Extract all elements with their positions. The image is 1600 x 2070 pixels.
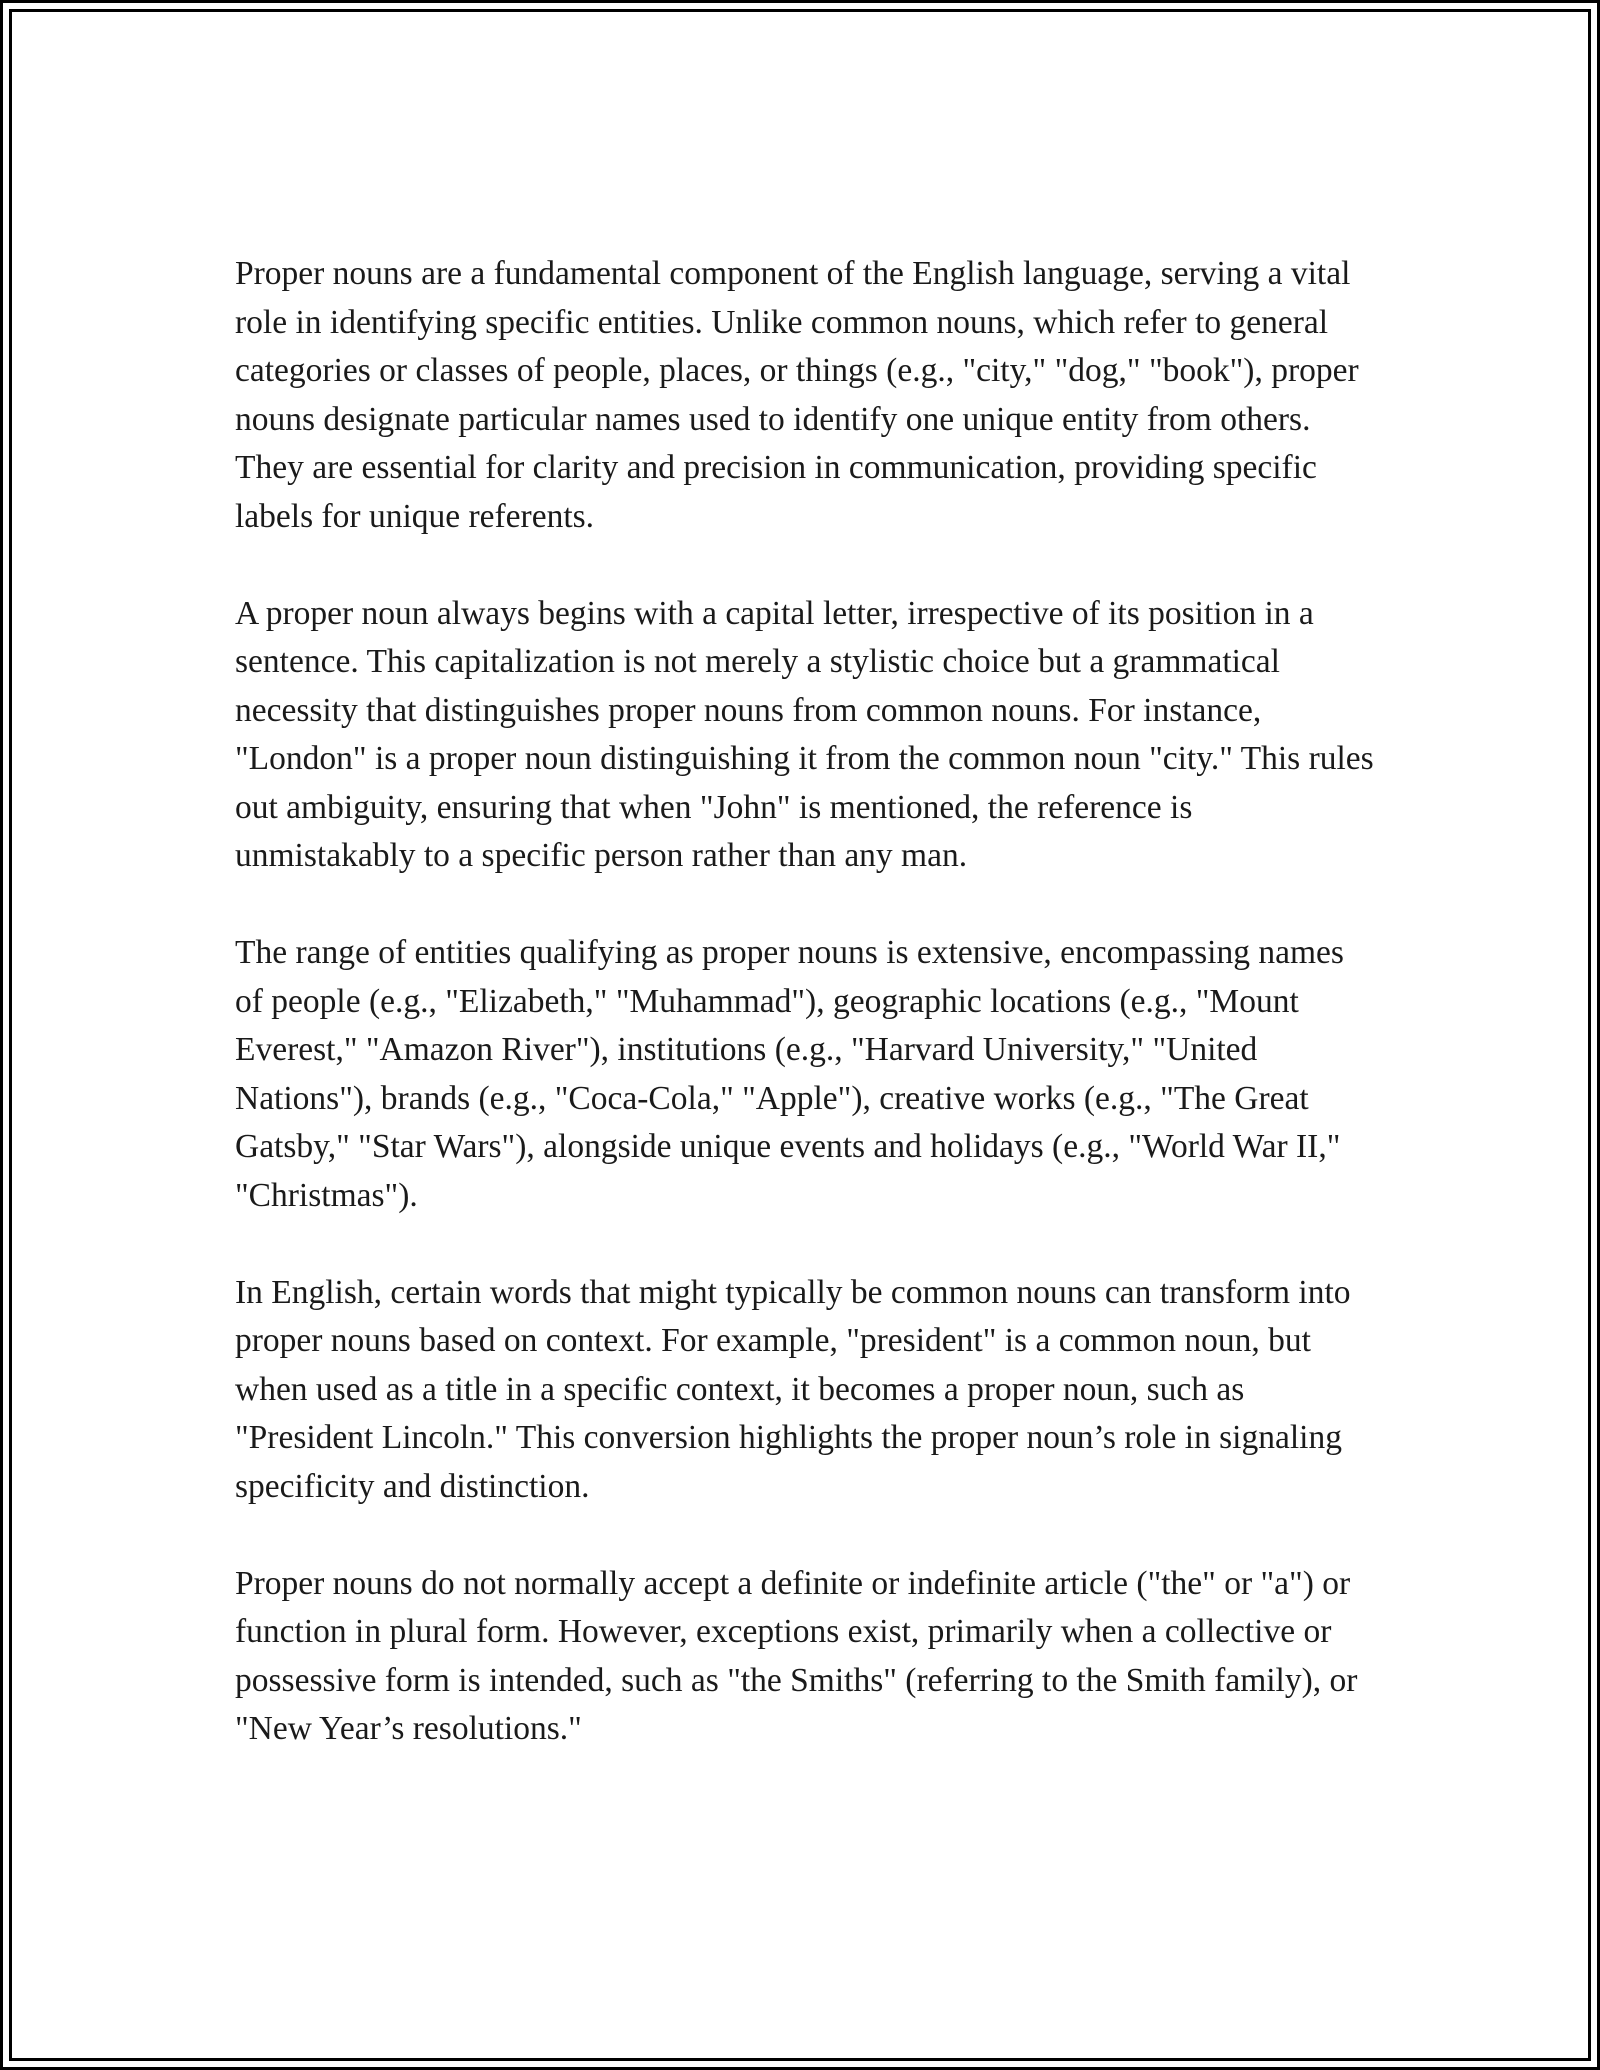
paragraph-1: Proper nouns are a fundamental component of the English language, serving a vital role in identifying specific entities. Unlike common nouns, which refer to general categories or classes of people, places, or things (e.g., "city," "dog," "book"), proper nouns designate particular names used to identify one unique entity from others. They are essential for clarity and precision in communication, providing specific labels for unique referents. [235, 255, 1359, 535]
paragraph-5: Proper nouns do not normally accept a definite or indefinite article ("the" or "a") or function in plural form. However, exceptions exist, primarily when a collective or possessive form is intended, such as "the Smiths" (referring to the Smith family), or "New Year’s resolutions." [235, 1564, 1358, 1747]
document-body [235, 250, 1375, 1754]
paragraph-3: The range of entities qualifying as proper nouns is extensive, encompassing names of people (e.g., "Elizabeth," "Muhammad"), geographic locations (e.g., "Mount Everest," "Amazon River"), institutions (e.g., "Harvard University," "United Nations"), brands (e.g., "Coca-Cola," "Apple"), creative works (e.g., "The Great Gatsby," "Star Wars"), alongside unique events and holidays (e.g., "World War II," "Christmas"). [235, 934, 1344, 1214]
paragraph-2: A proper noun always begins with a capital letter, irrespective of its position in a sentence. This capitalization is not merely a stylistic choice but a grammatical necessity that distinguishes proper nouns from common nouns. For instance, "London" is a proper noun distinguishing it from the common noun "city." This rules out ambiguity, ensuring that when "John" is mentioned, the reference is unmistakably to a specific person rather than any man. [235, 594, 1374, 874]
paragraph-4: In English, certain words that might typically be common nouns can transform into proper nouns based on context. For example, "president" is a common noun, but when used as a title in a specific context, it becomes a proper noun, such as "President Lincoln." This conversion highlights the proper noun’s role in signaling specificity and distinction. [235, 1273, 1351, 1505]
